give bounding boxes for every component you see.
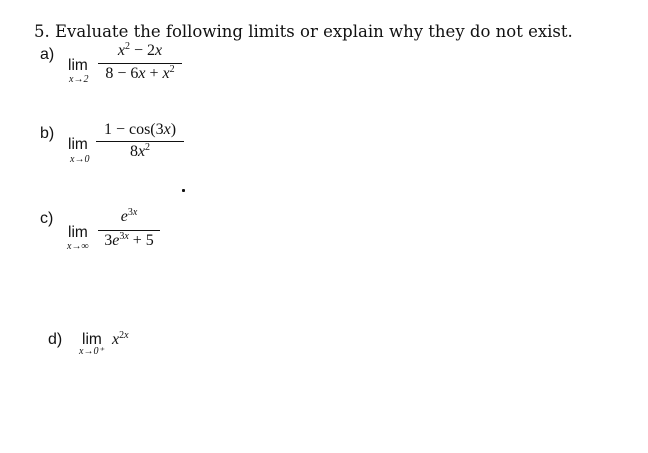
part-c-label: c) [40, 210, 54, 227]
part-c-fraction-bar [98, 230, 160, 231]
part-b-denominator: $8x^2$ [129, 142, 151, 160]
part-d-approach: x→0⁺ [79, 346, 104, 357]
part-d-label: d) [48, 331, 63, 348]
part-b-approach: x→0 [70, 154, 90, 165]
part-c-denominator: $3e^{3x} + 5$ [104, 231, 154, 249]
stray-mark [182, 189, 185, 192]
part-b-numerator: 1 − cos(3x) [103, 121, 177, 138]
part-c-numerator: $e^{3x}$ [120, 207, 138, 225]
part-c-lim: lim [68, 224, 88, 241]
part-a-lim: lim [68, 57, 88, 74]
part-a-approach: x→2 [69, 74, 89, 85]
part-d-lim: lim [82, 331, 102, 348]
part-b-fraction-bar [96, 141, 184, 142]
question-title: 5. Evaluate the following limits or explain why they do not exist. [34, 22, 573, 41]
part-d-expression: $x^{2x}$ [112, 330, 129, 348]
part-a-label: a) [40, 46, 55, 63]
part-a-denominator: $8 - 6x + x^2$ [105, 64, 175, 82]
part-b-lim: lim [68, 136, 88, 153]
part-a-numerator: $x^2 - 2x$ [117, 41, 163, 59]
part-c-approach: x→∞ [67, 241, 89, 252]
part-b-label: b) [40, 125, 55, 142]
